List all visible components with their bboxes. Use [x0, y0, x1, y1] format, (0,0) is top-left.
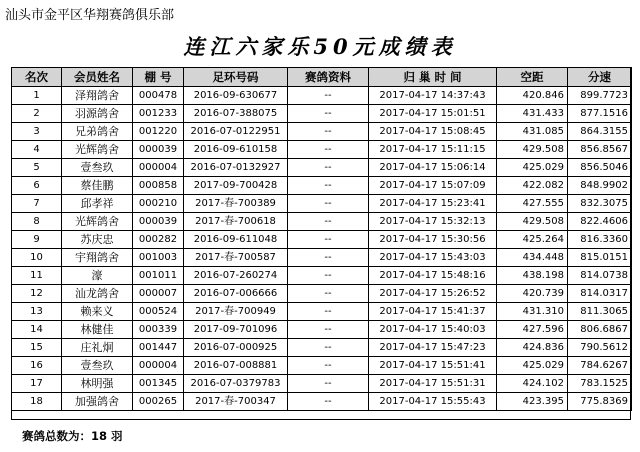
- cell-member-name: 蔡佳鹏: [62, 177, 133, 195]
- cell-arrival-time: 2017-04-17 15:55:43: [369, 393, 497, 411]
- cell-pigeon-info: --: [288, 231, 369, 249]
- table-row: [12, 177, 632, 195]
- table-row: [12, 267, 632, 285]
- cell-distance: 420.739: [497, 285, 568, 303]
- cell-distance: 434.448: [497, 249, 568, 267]
- cell-rank: 13: [12, 303, 62, 321]
- cell-pigeon-info: --: [288, 375, 369, 393]
- cell-loft-number: 000004: [133, 357, 184, 375]
- cell-distance: 431.085: [497, 123, 568, 141]
- cell-loft-number: 000039: [133, 213, 184, 231]
- cell-pigeon-info: --: [288, 105, 369, 123]
- cell-rank: 9: [12, 231, 62, 249]
- cell-member-name: 赖来义: [62, 303, 133, 321]
- table-row: [12, 249, 632, 267]
- cell-speed: 790.5612: [568, 339, 632, 357]
- cell-member-name: 林健佳: [62, 321, 133, 339]
- cell-distance: 425.029: [497, 357, 568, 375]
- table-row: [12, 303, 632, 321]
- cell-distance: 425.264: [497, 231, 568, 249]
- cell-pigeon-info: --: [288, 285, 369, 303]
- cell-pigeon-info: --: [288, 357, 369, 375]
- cell-rank: 8: [12, 213, 62, 231]
- table-row: [12, 195, 632, 213]
- cell-rank: 12: [12, 285, 62, 303]
- cell-ring-number: 2016-09-610158: [184, 141, 288, 159]
- cell-rank: 15: [12, 339, 62, 357]
- cell-distance: 438.198: [497, 267, 568, 285]
- cell-arrival-time: 2017-04-17 15:41:37: [369, 303, 497, 321]
- table-row: [12, 375, 632, 393]
- table-row: [12, 393, 632, 411]
- cell-arrival-time: 2017-04-17 15:43:03: [369, 249, 497, 267]
- cell-ring-number: 2017-春-700587: [184, 249, 288, 267]
- cell-ring-number: 2016-07-000925: [184, 339, 288, 357]
- cell-speed: 877.1516: [568, 105, 632, 123]
- cell-loft-number: 000265: [133, 393, 184, 411]
- header-distance: 空距: [497, 68, 568, 87]
- cell-speed: 848.9902: [568, 177, 632, 195]
- cell-pigeon-info: --: [288, 195, 369, 213]
- cell-distance: 429.508: [497, 141, 568, 159]
- cell-distance: 429.508: [497, 213, 568, 231]
- cell-rank: 6: [12, 177, 62, 195]
- cell-rank: 17: [12, 375, 62, 393]
- cell-rank: 7: [12, 195, 62, 213]
- table-row: [12, 321, 632, 339]
- cell-member-name: 宇翔鸽舍: [62, 249, 133, 267]
- cell-distance: 422.082: [497, 177, 568, 195]
- cell-arrival-time: 2017-04-17 15:23:41: [369, 195, 497, 213]
- cell-distance: 423.395: [497, 393, 568, 411]
- cell-loft-number: 001220: [133, 123, 184, 141]
- cell-ring-number: 2017-春-700389: [184, 195, 288, 213]
- cell-loft-number: 000524: [133, 303, 184, 321]
- cell-arrival-time: 2017-04-17 15:01:51: [369, 105, 497, 123]
- cell-speed: 814.0738: [568, 267, 632, 285]
- cell-ring-number: 2016-07-388075: [184, 105, 288, 123]
- header-row: [12, 68, 632, 87]
- cell-distance: 431.433: [497, 105, 568, 123]
- cell-arrival-time: 2017-04-17 15:06:14: [369, 159, 497, 177]
- header-loft-number: 棚 号: [133, 68, 184, 87]
- report-title: 连江六家乐50元成绩表: [183, 34, 457, 59]
- cell-pigeon-info: --: [288, 177, 369, 195]
- table-row: [12, 357, 632, 375]
- cell-speed: 816.3360: [568, 231, 632, 249]
- cell-speed: 811.3065: [568, 303, 632, 321]
- cell-rank: 16: [12, 357, 62, 375]
- cell-loft-number: 000007: [133, 285, 184, 303]
- cell-ring-number: 2017-春-700347: [184, 393, 288, 411]
- header-speed: 分速: [568, 68, 632, 87]
- cell-arrival-time: 2017-04-17 15:32:13: [369, 213, 497, 231]
- cell-pigeon-info: --: [288, 249, 369, 267]
- table-row: [12, 105, 632, 123]
- results-body: [12, 87, 632, 411]
- cell-loft-number: 000858: [133, 177, 184, 195]
- cell-member-name: 兄弟鸽舍: [62, 123, 133, 141]
- cell-member-name: 泽翔鸽舍: [62, 87, 133, 105]
- table-row: [12, 123, 632, 141]
- cell-speed: 806.6867: [568, 321, 632, 339]
- cell-member-name: 苏庆忠: [62, 231, 133, 249]
- cell-member-name: 光辉鸽舍: [62, 141, 133, 159]
- cell-member-name: 邱孝祥: [62, 195, 133, 213]
- cell-rank: 14: [12, 321, 62, 339]
- cell-speed: 864.3155: [568, 123, 632, 141]
- cell-loft-number: 000210: [133, 195, 184, 213]
- cell-member-name: 林明强: [62, 375, 133, 393]
- cell-distance: 420.846: [497, 87, 568, 105]
- cell-arrival-time: 2017-04-17 15:51:41: [369, 357, 497, 375]
- cell-rank: 18: [12, 393, 62, 411]
- cell-arrival-time: 2017-04-17 15:11:15: [369, 141, 497, 159]
- cell-loft-number: 001011: [133, 267, 184, 285]
- cell-rank: 4: [12, 141, 62, 159]
- cell-speed: 856.5046: [568, 159, 632, 177]
- cell-pigeon-info: --: [288, 159, 369, 177]
- header-ring-number: 足环号码: [184, 68, 288, 87]
- cell-pigeon-info: --: [288, 123, 369, 141]
- table-row: [12, 231, 632, 249]
- cell-member-name: 壹叁玖: [62, 159, 133, 177]
- cell-distance: 424.102: [497, 375, 568, 393]
- cell-ring-number: 2017-春-700949: [184, 303, 288, 321]
- cell-loft-number: 000282: [133, 231, 184, 249]
- cell-pigeon-info: --: [288, 141, 369, 159]
- cell-pigeon-info: --: [288, 213, 369, 231]
- cell-ring-number: 2016-07-260274: [184, 267, 288, 285]
- cell-pigeon-info: --: [288, 393, 369, 411]
- cell-rank: 2: [12, 105, 62, 123]
- cell-ring-number: 2016-07-0122951: [184, 123, 288, 141]
- cell-member-name: 汕龙鸽舍: [62, 285, 133, 303]
- total-count: 赛鸽总数为：18 羽: [22, 429, 123, 443]
- header-pigeon-info: 赛鸽资料: [288, 68, 369, 87]
- table-row: [12, 87, 632, 105]
- cell-rank: 5: [12, 159, 62, 177]
- cell-member-name: 壹叁玖: [62, 357, 133, 375]
- cell-arrival-time: 2017-04-17 15:26:52: [369, 285, 497, 303]
- cell-speed: 784.6267: [568, 357, 632, 375]
- cell-ring-number: 2016-09-611048: [184, 231, 288, 249]
- cell-loft-number: 000339: [133, 321, 184, 339]
- cell-arrival-time: 2017-04-17 15:08:45: [369, 123, 497, 141]
- cell-loft-number: 000004: [133, 159, 184, 177]
- cell-ring-number: 2016-07-008881: [184, 357, 288, 375]
- cell-speed: 775.8369: [568, 393, 632, 411]
- cell-arrival-time: 2017-04-17 15:48:16: [369, 267, 497, 285]
- cell-loft-number: 001345: [133, 375, 184, 393]
- cell-speed: 814.0317: [568, 285, 632, 303]
- cell-rank: 11: [12, 267, 62, 285]
- cell-rank: 1: [12, 87, 62, 105]
- cell-loft-number: 000039: [133, 141, 184, 159]
- cell-ring-number: 2017-春-700618: [184, 213, 288, 231]
- cell-speed: 822.4606: [568, 213, 632, 231]
- cell-pigeon-info: --: [288, 267, 369, 285]
- results-table: [11, 67, 632, 411]
- cell-loft-number: 001003: [133, 249, 184, 267]
- cell-loft-number: 001233: [133, 105, 184, 123]
- cell-arrival-time: 2017-04-17 15:40:03: [369, 321, 497, 339]
- cell-member-name: 庄礼炯: [62, 339, 133, 357]
- table-row: [12, 159, 632, 177]
- cell-arrival-time: 2017-04-17 15:07:09: [369, 177, 497, 195]
- cell-ring-number: 2016-07-0132927: [184, 159, 288, 177]
- cell-member-name: 羽源鸽舍: [62, 105, 133, 123]
- cell-arrival-time: 2017-04-17 15:30:56: [369, 231, 497, 249]
- cell-loft-number: 000478: [133, 87, 184, 105]
- cell-ring-number: 2016-07-006666: [184, 285, 288, 303]
- cell-speed: 899.7723: [568, 87, 632, 105]
- organization-name: 汕头市金平区华翔赛鸽俱乐部: [5, 8, 175, 23]
- cell-member-name: 加强鸽舍: [62, 393, 133, 411]
- cell-distance: 425.029: [497, 159, 568, 177]
- cell-distance: 427.596: [497, 321, 568, 339]
- header-arrival-time: 归 巢 时 间: [369, 68, 497, 87]
- cell-member-name: 濠: [62, 267, 133, 285]
- cell-distance: 431.310: [497, 303, 568, 321]
- header-member-name: 会员姓名: [62, 68, 133, 87]
- header-rank: 名次: [12, 68, 62, 87]
- table-row: [12, 339, 632, 357]
- cell-distance: 424.836: [497, 339, 568, 357]
- cell-pigeon-info: --: [288, 339, 369, 357]
- cell-ring-number: 2016-09-630677: [184, 87, 288, 105]
- table-row: [12, 285, 632, 303]
- cell-arrival-time: 2017-04-17 14:37:43: [369, 87, 497, 105]
- cell-speed: 856.8567: [568, 141, 632, 159]
- cell-pigeon-info: --: [288, 321, 369, 339]
- cell-speed: 832.3075: [568, 195, 632, 213]
- cell-ring-number: 2016-07-0379783: [184, 375, 288, 393]
- cell-pigeon-info: --: [288, 87, 369, 105]
- table-row: [12, 213, 632, 231]
- cell-arrival-time: 2017-04-17 15:47:23: [369, 339, 497, 357]
- table-row: [12, 141, 632, 159]
- cell-ring-number: 2017-09-701096: [184, 321, 288, 339]
- cell-pigeon-info: --: [288, 303, 369, 321]
- cell-rank: 3: [12, 123, 62, 141]
- cell-rank: 10: [12, 249, 62, 267]
- cell-speed: 783.1525: [568, 375, 632, 393]
- cell-speed: 815.0151: [568, 249, 632, 267]
- cell-member-name: 光辉鸽舍: [62, 213, 133, 231]
- cell-loft-number: 001447: [133, 339, 184, 357]
- cell-ring-number: 2017-09-700428: [184, 177, 288, 195]
- cell-distance: 427.555: [497, 195, 568, 213]
- cell-arrival-time: 2017-04-17 15:51:31: [369, 375, 497, 393]
